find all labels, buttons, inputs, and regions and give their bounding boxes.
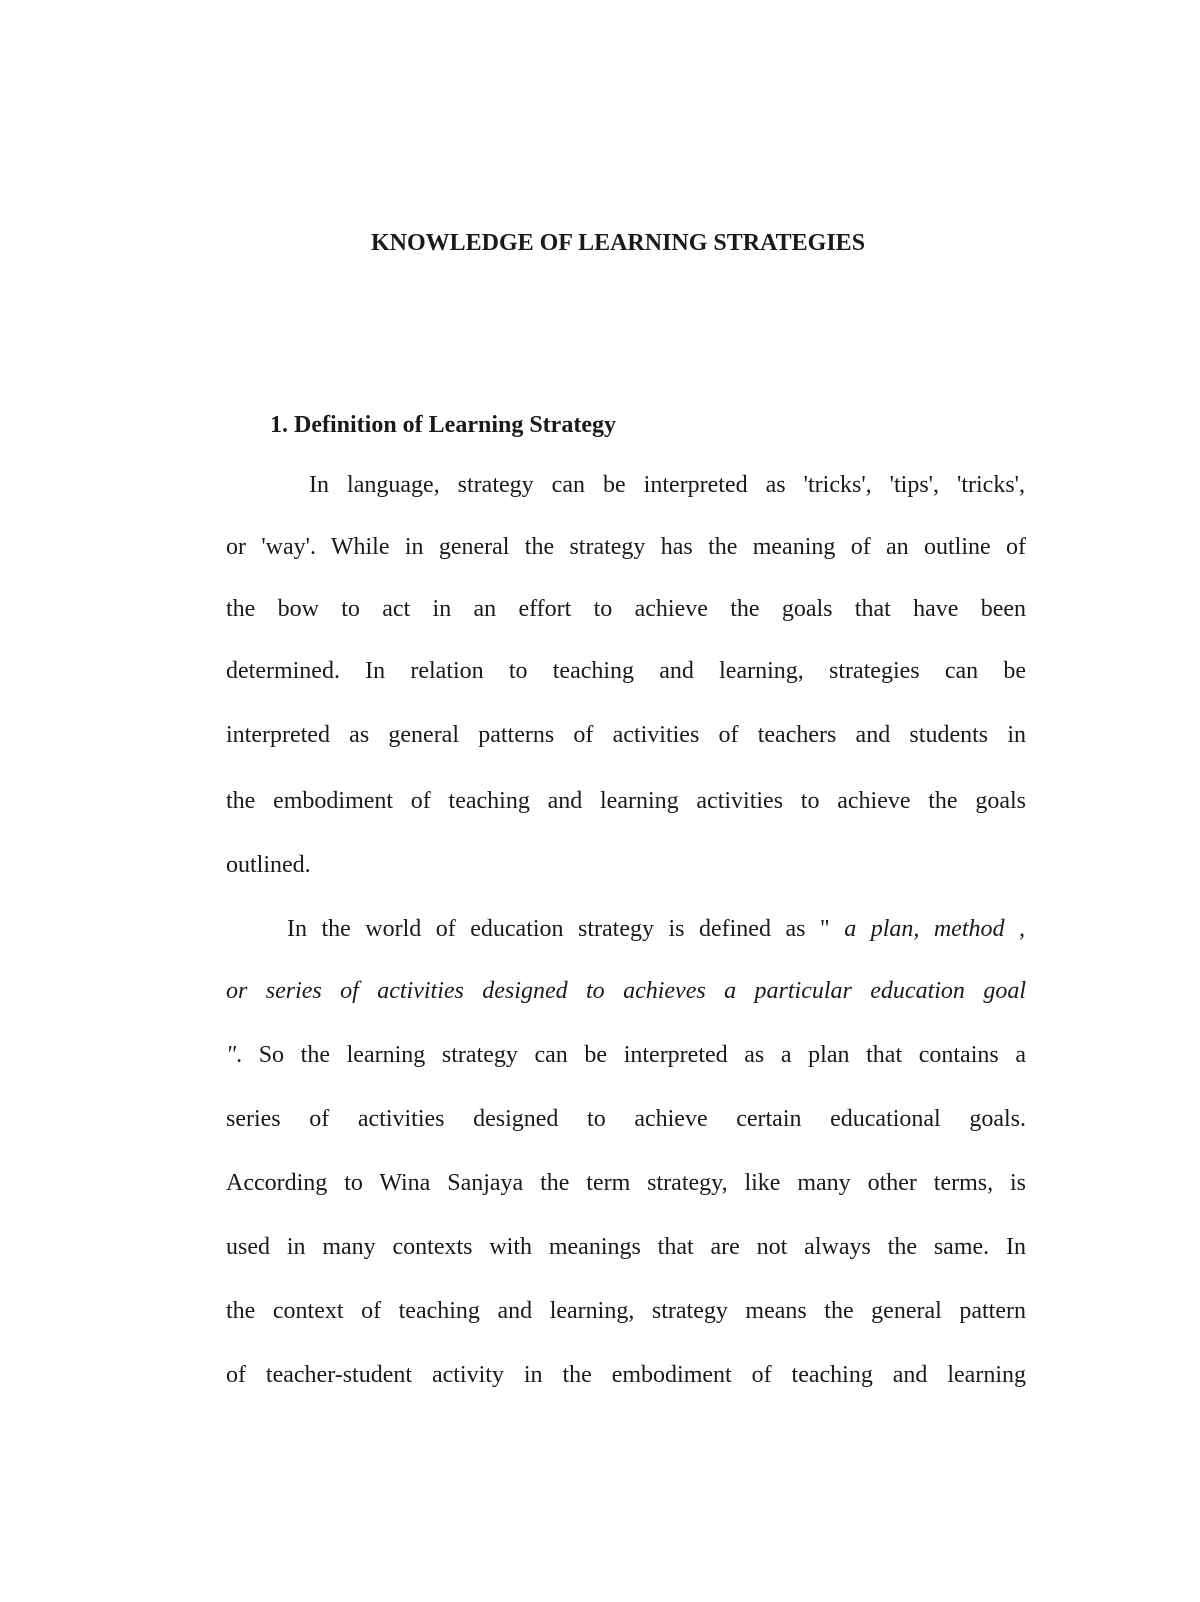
paragraph-1-line-4: determined. In relation to teaching and learning, strategies can be bbox=[226, 658, 1026, 684]
paragraph-2-line-6: used in many contexts with meanings that are not always the same. In bbox=[226, 1234, 1026, 1260]
paragraph-1-line-3: the bow to act in an effort to achieve the goals that have been bbox=[226, 596, 1026, 622]
paragraph-1-line-1: In language, strategy can be interpreted as 'tricks', 'tips', 'tricks', bbox=[309, 472, 1025, 498]
paragraph-1-line-2: or 'way'. While in general the strategy has the meaning of an outline of bbox=[226, 534, 1026, 560]
paragraph-2-line-3-text: . So the learning strategy can be interpreted as a plan that contains a bbox=[236, 1042, 1026, 1068]
page-title: KNOWLEDGE OF LEARNING STRATEGIES bbox=[370, 230, 866, 256]
paragraph-2-line-5: According to Wina Sanjaya the term strategy, like many other terms, is bbox=[226, 1170, 1026, 1196]
paragraph-1-line-5: interpreted as general patterns of activities of teachers and students in bbox=[226, 722, 1026, 748]
section-heading: 1. Definition of Learning Strategy bbox=[270, 412, 616, 438]
paragraph-2-line-1-quote: a plan, method , bbox=[829, 916, 1025, 942]
paragraph-1-line-6: the embodiment of teaching and learning activities to achieve the goals bbox=[226, 788, 1026, 814]
paragraph-2-line-8: of teacher-student activity in the embodiment of teaching and learning bbox=[226, 1362, 1026, 1388]
paragraph-2-line-3 bbox=[226, 1040, 1026, 1070]
paragraph-2-line-2: or series of activities designed to achieves a particular education goal bbox=[226, 978, 1026, 1004]
paragraph-2-line-1 bbox=[287, 914, 1025, 944]
paragraph-2-line-3-quote: " bbox=[226, 1042, 237, 1068]
paragraph-2-line-7: the context of teaching and learning, strategy means the general pattern bbox=[226, 1298, 1026, 1324]
paragraph-2-line-4: series of activities designed to achieve certain educational goals. bbox=[226, 1106, 1026, 1132]
paragraph-1-line-7: outlined. bbox=[226, 852, 311, 878]
paragraph-2-line-1-text: In the world of education strategy is defined as " bbox=[287, 916, 830, 942]
